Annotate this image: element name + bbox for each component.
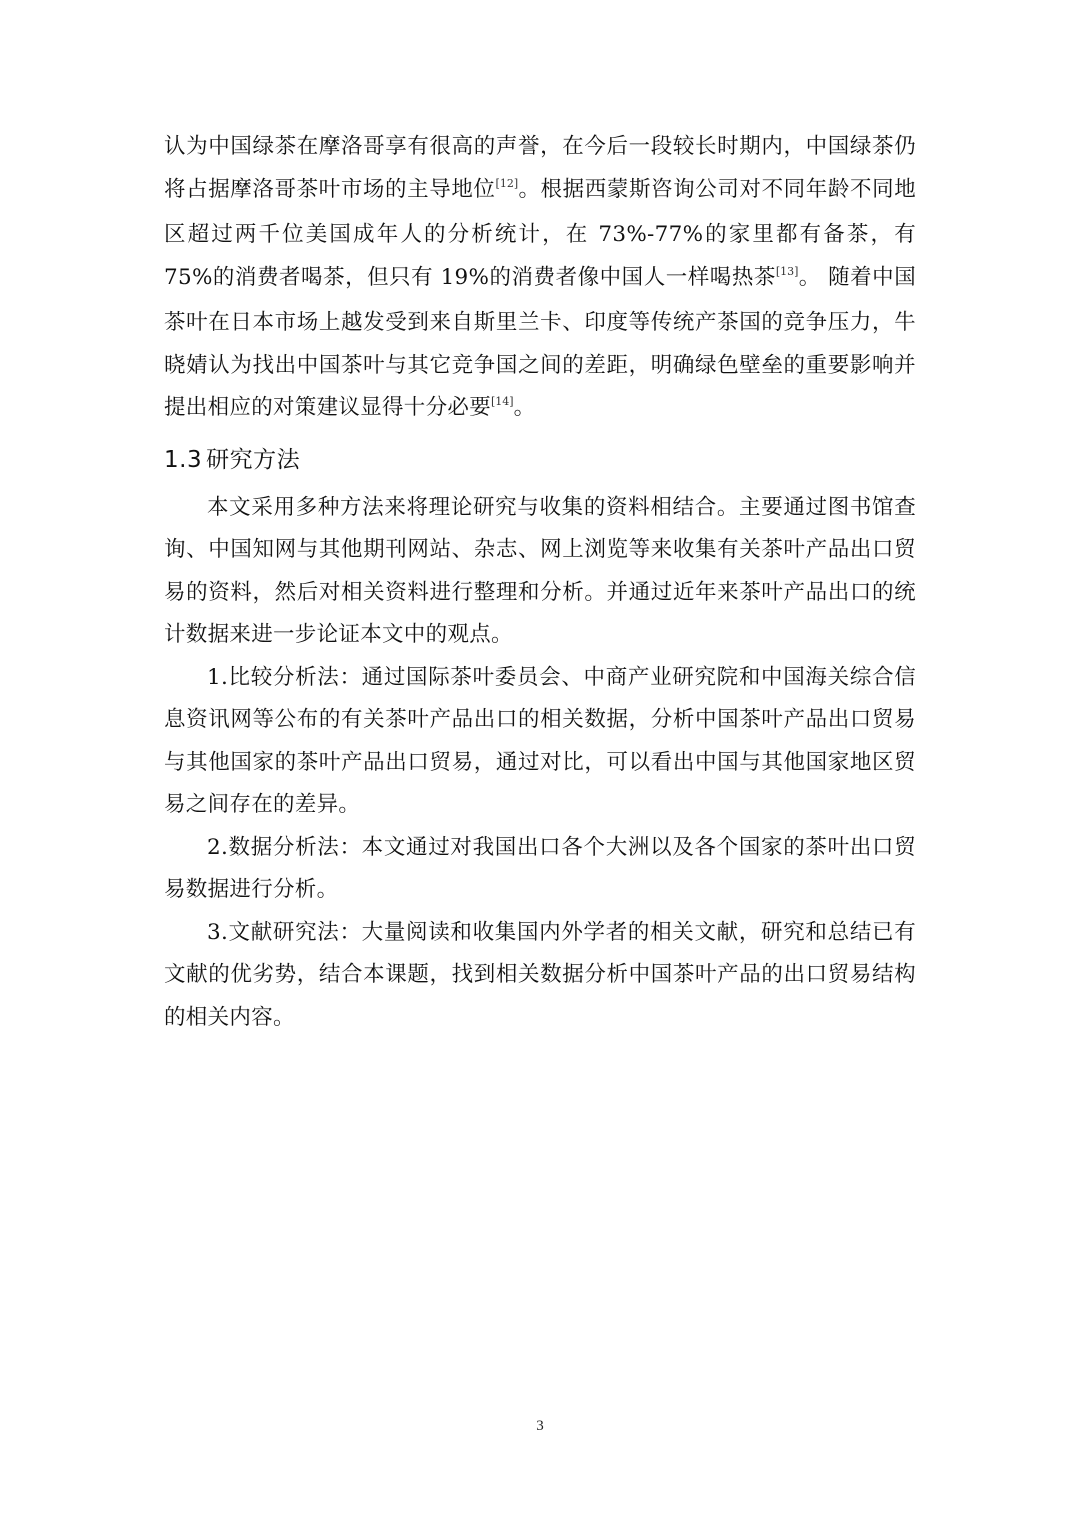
paragraph-text: 。根据西蒙斯咨询公司对不同年龄不同地区超过两千位美国成年人的分析统计，在 73%-77%的家里都有备茶，有 75%的消费者喝茶，但只有 19%的消费者像中国人一样喝热茶 xyxy=(164,176,916,290)
paragraph-methods-intro: 本文采用多种方法来将理论研究与收集的资料相结合。主要通过图书馆查询、中国知网与其他期刊网站、杂志、网上浏览等来收集有关茶叶产品出口贸易的资料，然后对相关资料进行整理和分析。并通过近年来茶叶产品出口的统计数据来进一步论证本文中的观点。 xyxy=(164,494,916,647)
citation-ref: [13] xyxy=(775,264,799,278)
paragraph-method-comparative: 1.比较分析法：通过国际茶叶委员会、中商产业研究院和中国海关综合信息资讯网等公布的有关茶叶产品出口的相关数据，分析中国茶叶产品出口贸易与其他国家的茶叶产品出口贸易，通过对比，可以看出中国与其他国家地区贸易之间存在的差异。 xyxy=(164,664,916,817)
paragraph-text: 。 xyxy=(513,395,536,420)
section-number: 1.3 xyxy=(164,446,203,473)
page-content xyxy=(164,126,916,1039)
paragraph-text: 认为中国绿茶在摩洛哥享有很高的声誉，在今后一段较长时期内，中国绿茶仍将占据摩洛哥茶叶市场的主导地位 xyxy=(164,134,916,202)
paragraph-method-literature: 3.文献研究法：大量阅读和收集国内外学者的相关文献，研究和总结已有文献的优劣势，结合本课题，找到相关数据分析中国茶叶产品的出口贸易结构的相关内容。 xyxy=(164,919,916,1030)
section-heading xyxy=(164,439,916,481)
citation-ref: [14] xyxy=(491,395,514,408)
paragraph-literature-review xyxy=(164,126,916,433)
page-number: 3 xyxy=(536,1418,544,1434)
paragraph-text: 。 随着中国茶叶在日本市场上越发受到来自斯里兰卡、印度等传统产茶国的竞争压力，牛晓婧认为找出中国茶叶与其它竞争国之间的差距，明确绿色壁垒的重要影响并提出相应的对策建议显得十分必要 xyxy=(164,264,916,420)
section-title: 研究方法 xyxy=(206,446,301,473)
citation-ref: [12] xyxy=(495,176,519,190)
paragraph-method-data: 2.数据分析法：本文通过对我国出口各个大洲以及各个国家的茶叶出口贸易数据进行分析。 xyxy=(164,834,916,902)
